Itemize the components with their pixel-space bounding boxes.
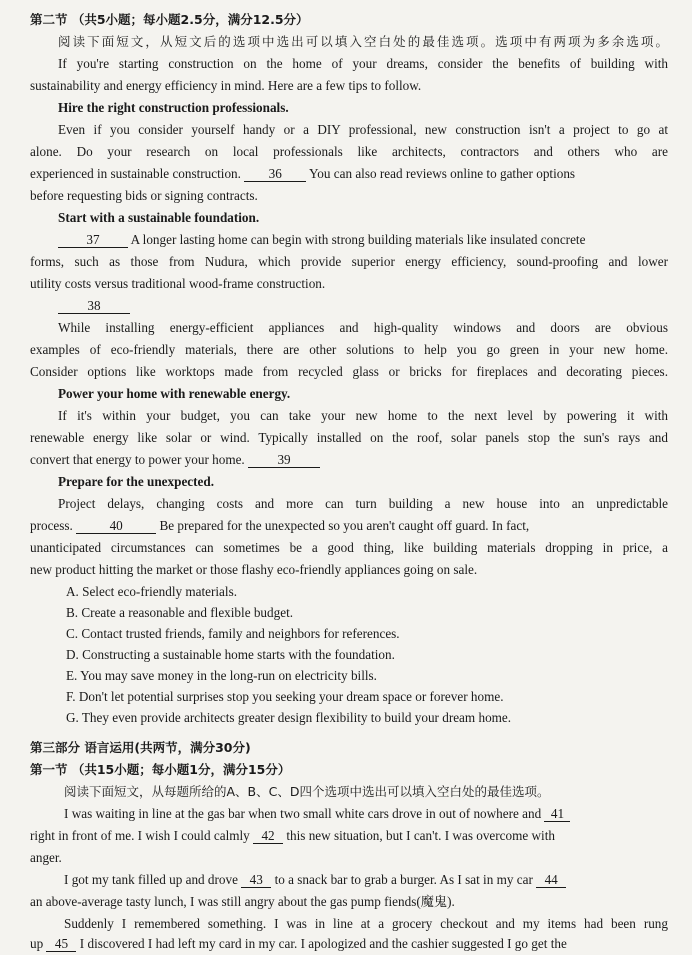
cloze-line-2 [0, 826, 692, 847]
p4-line-2: renewable energy like solar or wind. Typically installed on the roof, solar panels stop the sun's rays and [30, 430, 668, 445]
heading-renewable: Power your home with renewable energy. [58, 386, 291, 401]
blank-44: 44 [536, 872, 566, 888]
option-g: G. They even provide architects greater design flexibility to build your dream home. [66, 710, 512, 725]
p4-line-3 [0, 450, 692, 471]
cloze-line-5: an above-average tasty lunch, I was still angry about the gas pump fiends(魔鬼). [30, 894, 455, 909]
p2-line-3: utility costs versus traditional wood-frame construction. [30, 276, 326, 291]
heading-unexpected: Prepare for the unexpected. [58, 474, 215, 489]
p1-line-3 [0, 164, 692, 185]
heading-foundation: Start with a sustainable foundation. [58, 210, 260, 225]
blank-43: 43 [241, 872, 271, 888]
p4-line-1: If it's within your budget, you can take your new home to the next level by powering it with [58, 408, 668, 423]
cloze-line-1 [0, 804, 692, 825]
p5-line-1: Project delays, changing costs and more can turn building a new house into an unpredictable [58, 496, 668, 511]
cloze-line-7-text-a: up [30, 936, 44, 951]
section2-instruction: 阅读下面短文，从短文后的选项中选出可以填入空白处的最佳选项。选项中有两项为多余选项。 [58, 34, 668, 49]
part3-subheader: 第一节 （共15小题；每小题1分，满分15分） [30, 762, 291, 777]
blank-37: 37 [58, 232, 128, 248]
p1-line-2: alone. Do your research on local professionals like architects, contractors and others who are [30, 144, 668, 159]
intro-line-2: sustainability and energy efficiency in mind. Here are a few tips to follow. [30, 78, 422, 93]
blank-42: 42 [253, 828, 283, 844]
section2-header: 第二节 （共5小题；每小题2.5分，满分12.5分） [30, 12, 309, 27]
cloze-line-2-text-b: this new situation, but I can't. I was overcome with [286, 828, 555, 843]
p5-line-2-text-b: Be prepared for the unexpected so you aren't caught off guard. In fact, [159, 518, 530, 533]
option-e: E. You may save money in the long-run on electricity bills. [66, 668, 377, 683]
p5-line-2 [0, 516, 692, 537]
option-b: B. Create a reasonable and flexible budget. [66, 605, 294, 620]
cloze-line-3: anger. [30, 850, 62, 865]
cloze-line-4-text-a: I got my tank filled up and drove [64, 872, 238, 887]
cloze-line-1-text: I was waiting in line at the gas bar when two small white cars drove in out of nowhere and [64, 806, 542, 821]
cloze-line-4 [0, 870, 692, 891]
p2-line-1 [0, 230, 692, 251]
option-c: C. Contact trusted friends, family and neighbors for references. [66, 626, 400, 641]
p2-line-1-text: A longer lasting home can begin with strong building materials like insulated concrete [130, 232, 586, 247]
option-f: F. Don't let potential surprises stop you seeking your dream space or forever home. [66, 689, 504, 704]
part3-instruction: 阅读下面短文，从每题所给的A、B、C、D四个选项中选出可以填入空白处的最佳选项。 [64, 784, 550, 799]
p1-line-3-text-a: experienced in sustainable construction. [30, 166, 241, 181]
cloze-line-6: Suddenly I remembered something. I was in line at a grocery checkout and my items had been rung [64, 916, 668, 931]
option-a: A. Select eco-friendly materials. [66, 584, 237, 599]
intro-line-1: If you're starting construction on the home of your dreams, consider the benefits of building with [58, 56, 668, 71]
p5-line-3: unanticipated circumstances can sometimes be a good thing, like building materials dropping in price, a [30, 540, 668, 555]
blank-40: 40 [76, 518, 156, 534]
p3-line-1: While installing energy-efficient appliances and high-quality windows and doors are obvious [58, 320, 668, 335]
p1-line-4: before requesting bids or signing contracts. [30, 188, 258, 203]
cloze-line-4-text-b: to a snack bar to grab a burger. As I sat in my car [274, 872, 533, 887]
blank-36: 36 [244, 166, 306, 182]
blank-45: 45 [46, 936, 76, 952]
cloze-line-7-text-b: I discovered I had left my card in my car. I apologized and the cashier suggested I go get the [79, 936, 567, 951]
part3-header: 第三部分 语言运用(共两节，满分30分) [30, 740, 251, 755]
p4-line-3-text: convert that energy to power your home. [30, 452, 245, 467]
blank-41: 41 [544, 806, 570, 822]
p5-line-2-text-a: process. [30, 518, 73, 533]
p5-line-4: new product hitting the market or those flashy eco-friendly appliances going on sale. [30, 562, 478, 577]
p1-line-1: Even if you consider yourself handy or a DIY professional, new construction isn't a project to go at [58, 122, 668, 137]
p3-line-3: Consider options like worktops made from recycled glass or bricks for fireplaces and decorating pieces. [30, 364, 668, 379]
cloze-line-7 [0, 934, 692, 955]
p2-line-2: forms, such as those from Nudura, which provide superior energy efficiency, sound-proofing and lower [30, 254, 668, 269]
p3-line-2: examples of eco-friendly materials, there are other solutions to help you go green in your new home. [30, 342, 668, 357]
cloze-line-2-text-a: right in front of me. I wish I could calmly [30, 828, 250, 843]
blank-38: 38 [58, 298, 130, 314]
option-d: D. Constructing a sustainable home starts with the foundation. [66, 647, 395, 662]
heading-hire: Hire the right construction professionals. [58, 100, 289, 115]
p1-line-3-text-b: You can also read reviews online to gather options [309, 166, 576, 181]
blank-39: 39 [248, 452, 320, 468]
p3-blank-line [0, 296, 692, 317]
